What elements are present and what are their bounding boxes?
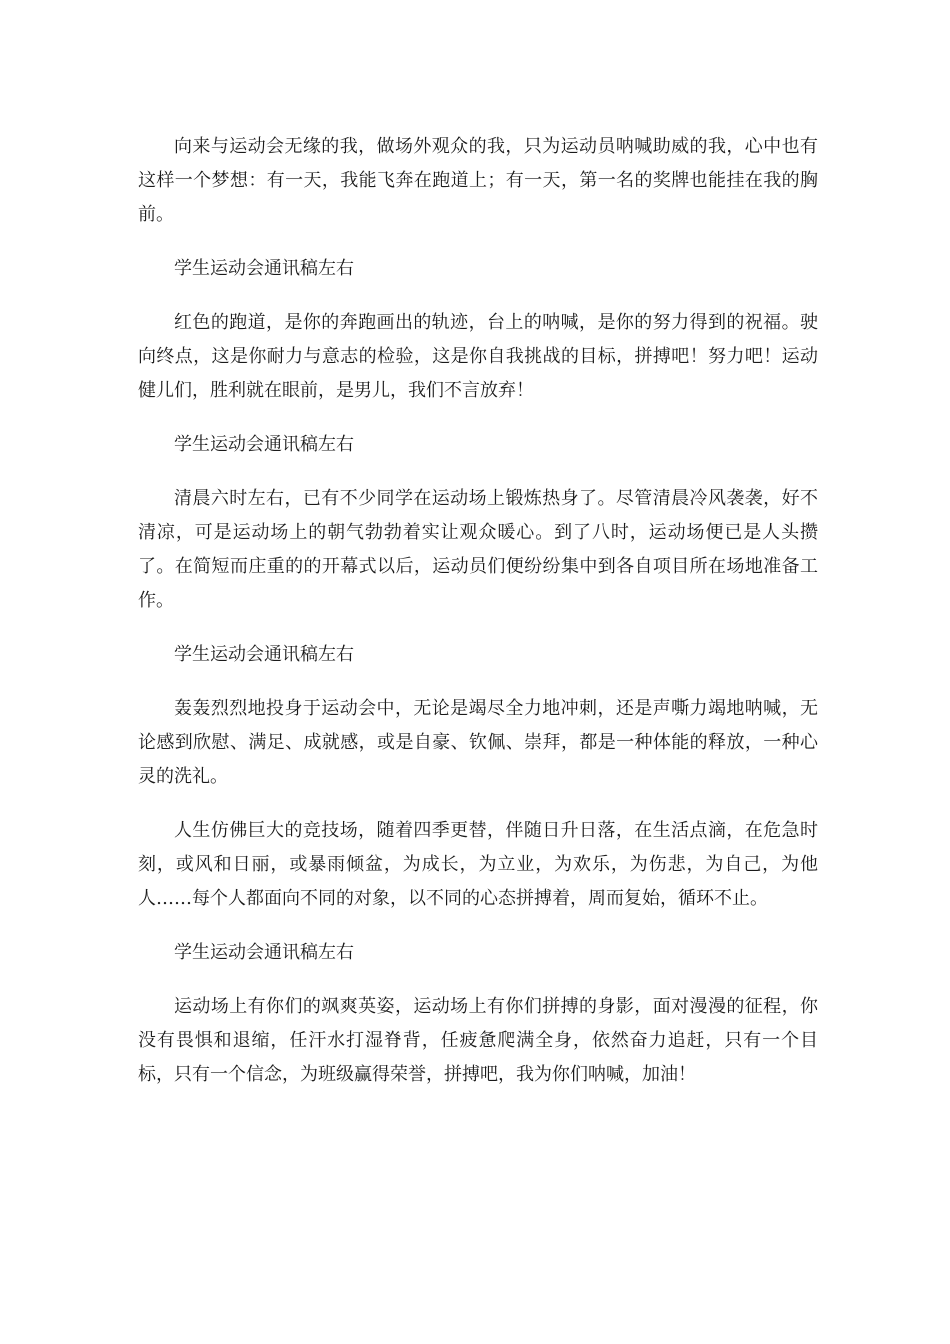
spacer — [138, 794, 818, 814]
spacer — [138, 462, 818, 482]
paragraph: 运动场上有你们的飒爽英姿，运动场上有你们拼搏的身影，面对漫漫的征程，你没有畏惧和退缩，任汗水打湿脊背，任疲惫爬满全身，依然奋力追赶，只有一个目标，只有一个信念，为班级赢得荣誉，拼搏吧，我为你们呐喊，加油！ — [138, 996, 818, 1085]
section-heading: 学生运动会通讯稿左右 — [174, 644, 354, 665]
paragraph: 向来与运动会无缘的我，做场外观众的我，只为运动员呐喊助威的我，心中也有这样一个梦想：有一天，我能飞奔在跑道上；有一天，第一名的奖牌也能挂在我的胸前。 — [138, 136, 818, 225]
paragraph: 红色的跑道，是你的奔跑画出的轨迹，台上的呐喊，是你的努力得到的祝福。驶向终点，这是你耐力与意志的检验，这是你自我挑战的目标，拼搏吧！努力吧！运动健儿们，胜利就在眼前，是男儿，我们不言放弃！ — [138, 312, 818, 401]
paragraph: 人生仿佛巨大的竞技场，随着四季更替，伴随日升日落，在生活点滴，在危急时刻，或风和日丽，或暴雨倾盆，为成长，为立业，为欢乐，为伤悲，为自己，为他人……每个人都面向不同的对象，以不同的心态拼搏着，周而复始，循环不止。 — [138, 820, 818, 909]
spacer — [138, 970, 818, 990]
section-heading: 学生运动会通讯稿左右 — [174, 942, 354, 963]
paragraph: 轰轰烈烈地投身于运动会中，无论是竭尽全力地冲刺，还是声嘶力竭地呐喊，无论感到欣慰、满足、成就感，或是自豪、钦佩、崇拜，都是一种体能的释放，一种心灵的洗礼。 — [138, 698, 818, 787]
spacer — [138, 232, 818, 252]
spacer — [138, 286, 818, 306]
spacer — [138, 916, 818, 936]
spacer — [138, 672, 818, 692]
paragraph: 清晨六时左右，已有不少同学在运动场上锻炼热身了。尽管清晨冷风袭袭，好不清凉，可是运动场上的朝气勃勃着实让观众暖心。到了八时，运动场便已是人头攒了。在简短而庄重的的开幕式以后，运动员们便纷纷集中到各自项目所在场地准备工作。 — [138, 488, 818, 611]
document-body — [138, 130, 818, 1092]
section-heading: 学生运动会通讯稿左右 — [174, 434, 354, 455]
spacer — [138, 408, 818, 428]
spacer — [138, 618, 818, 638]
section-heading: 学生运动会通讯稿左右 — [174, 258, 354, 279]
